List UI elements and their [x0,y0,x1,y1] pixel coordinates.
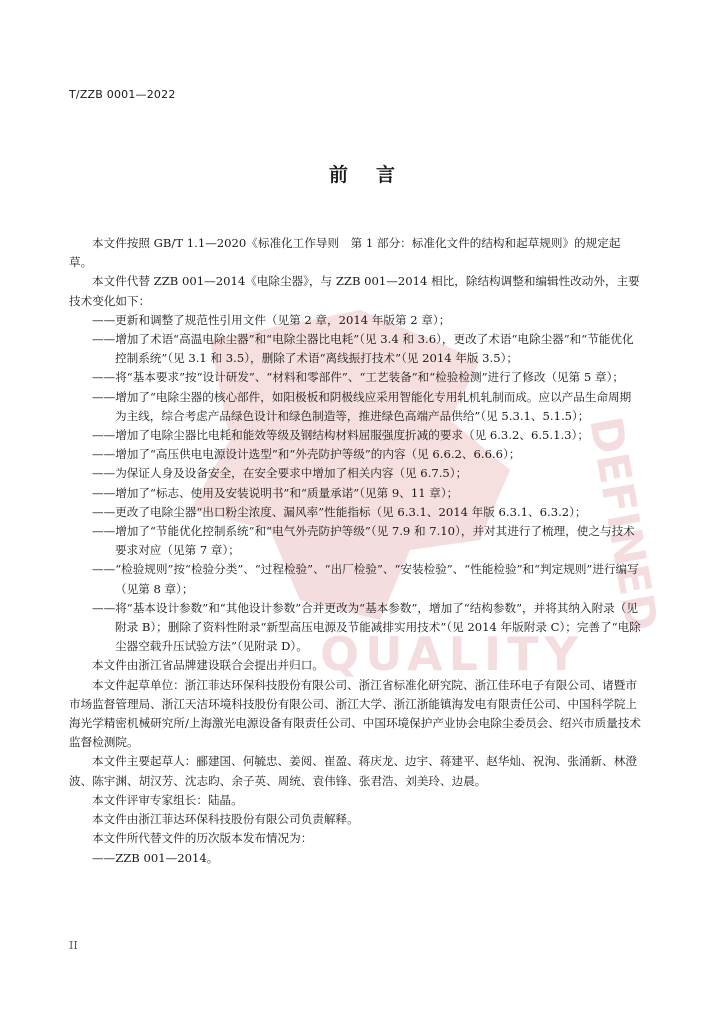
intro-paragraph: 本文件代替 ZZB 001—2014《电除尘器》，与 ZZB 001—2014 相比，除结构调整和编辑性改动外，主要技术变化如下： [69,274,640,308]
history-paragraph: 本文件所代替文件的历次版本发布情况为： [92,831,313,846]
change-item-text: ——将“基本要求”按“设计研发”、“材料和零部件”、“工艺装备”和“检验检测”进行了修改（见第 5 章）； [92,370,624,385]
change-item [69,560,642,598]
intro-paragraph: 本文件按照 GB/T 1.1—2020《标准化工作导则 第 1 部分：标准化文件的结构和起草规则》的规定起草。 [69,236,621,270]
change-item [69,311,642,330]
drafters-paragraph: 本文件主要起草人：郦建国、何毓忠、姜阅、崔盈、蒋庆龙、边宇、蒋建平、赵华灿、祝洵、张涌新、林澄波、陈宇渊、胡汉芳、沈志昀、余子英、周统、袁伟锋、张君浩、刘美玲、边晨。 [69,754,637,788]
review-leader-paragraph: 本文件评审专家组长：陆晶。 [92,792,243,807]
change-item [69,330,642,368]
page-title: 前言 [328,164,423,186]
watermark-text-defined: DEFINED [579,413,667,636]
change-item [69,368,642,387]
change-item [69,426,642,445]
change-item-text: ——更改了电除尘器“出口粉尘浓度、漏风率”性能指标（见 6.3.1、2014 年版 6.3.1、6.3.2）； [92,504,587,519]
change-item-text: ——“检验规则”按“检验分类”、“过程检验”、“出厂检验”、“安装检验”、“性能检验”和“判定规则”进行编写（见第 8 章）； [92,562,639,596]
document-code: T/ZZB 0001—2022 [69,88,176,101]
change-item [69,503,642,522]
change-item [69,599,642,657]
change-item-text: ——增加了电除尘器比电耗和能效等级及钢结构材料屈服强度折减的要求（见 6.3.2、6.5.1.3）； [92,428,589,443]
change-item-text: ——增加了“高压供电电源设计选型”和“外壳防护等级”的内容（见 6.6.2、6.6.6）； [92,447,521,462]
change-item-text: ——增加了“节能优化控制系统”和“电气外壳防护等级”（见 7.9 和 7.10），并对其进行了梳理，使之与技术要求对应（见第 7 章）； [92,524,635,558]
history-item-text: ——ZZB 001—2014。 [92,850,219,865]
foreword-body [69,234,642,868]
proposer-paragraph: 本文件由浙江省品牌建设联合会提出并归口。 [92,658,324,673]
change-item-text: ——增加了“标志、使用及安装说明书”和“质量承诺”（见第 9、11 章）； [92,485,459,500]
drafting-units-paragraph: 本文件起草单位：浙江菲达环保科技股份有限公司、浙江省标准化研究院、浙江佳环电子有限公司、诸暨市市场监督管理局、浙江天洁环境科技股份有限公司、浙江大学、浙江浙能镇海发电有限责任公司、中国科学院上海光学精密机械研究所/上海激光电源设备有限责任公司、中国环境保护产业协会电除尘委员会、绍兴市质量技术监督检测院。 [69,677,642,750]
change-item-text: ——增加了术语“高温电除尘器”和“电除尘器比电耗”（见 3.4 和 3.6），更改了术语“电除尘器”和“节能优化控制系统”（见 3.1 和 3.5），删除了术语“离线振打技术”（见 2014 年版 3.5）； [92,332,634,366]
change-item-text: ——增加了“电除尘器的核心部件，如阳极板和阴极线应采用智能化专用轧机轧制而成。应以产品生命周期为主线，综合考虑产品绿色设计和绿色制造等，推进绿色高端产品供给”（见 5.3.1、5.1.5）； [92,389,632,423]
change-item [69,484,642,503]
change-item [69,464,642,483]
page-number: II [69,939,78,952]
change-item [69,522,642,560]
interpretation-paragraph: 本文件由浙江菲达环保科技股份有限公司负责解释。 [92,812,359,827]
change-item [69,388,642,426]
change-item [69,445,642,464]
change-item-text: ——为保证人身及设备安全，在安全要求中增加了相关内容（见 6.7.5）； [92,466,468,481]
watermark-text-quality: QUALITY [320,627,584,681]
history-item [69,849,642,868]
change-item-text: ——将“基本设计参数”和“其他设计参数”合并更改为“基本参数”，增加了“结构参数”，并将其纳入附录（见附录 B）；删除了资料性附录“新型高压电源及节能减排实用技术”（见 2014 年版附录 C）；完善了“电除尘器空载升压试验方法”（见附录 D）。 [92,600,641,654]
change-item-text: ——更新和调整了规范性引用文件（见第 2 章，2014 年版第 2 章）； [92,312,451,327]
